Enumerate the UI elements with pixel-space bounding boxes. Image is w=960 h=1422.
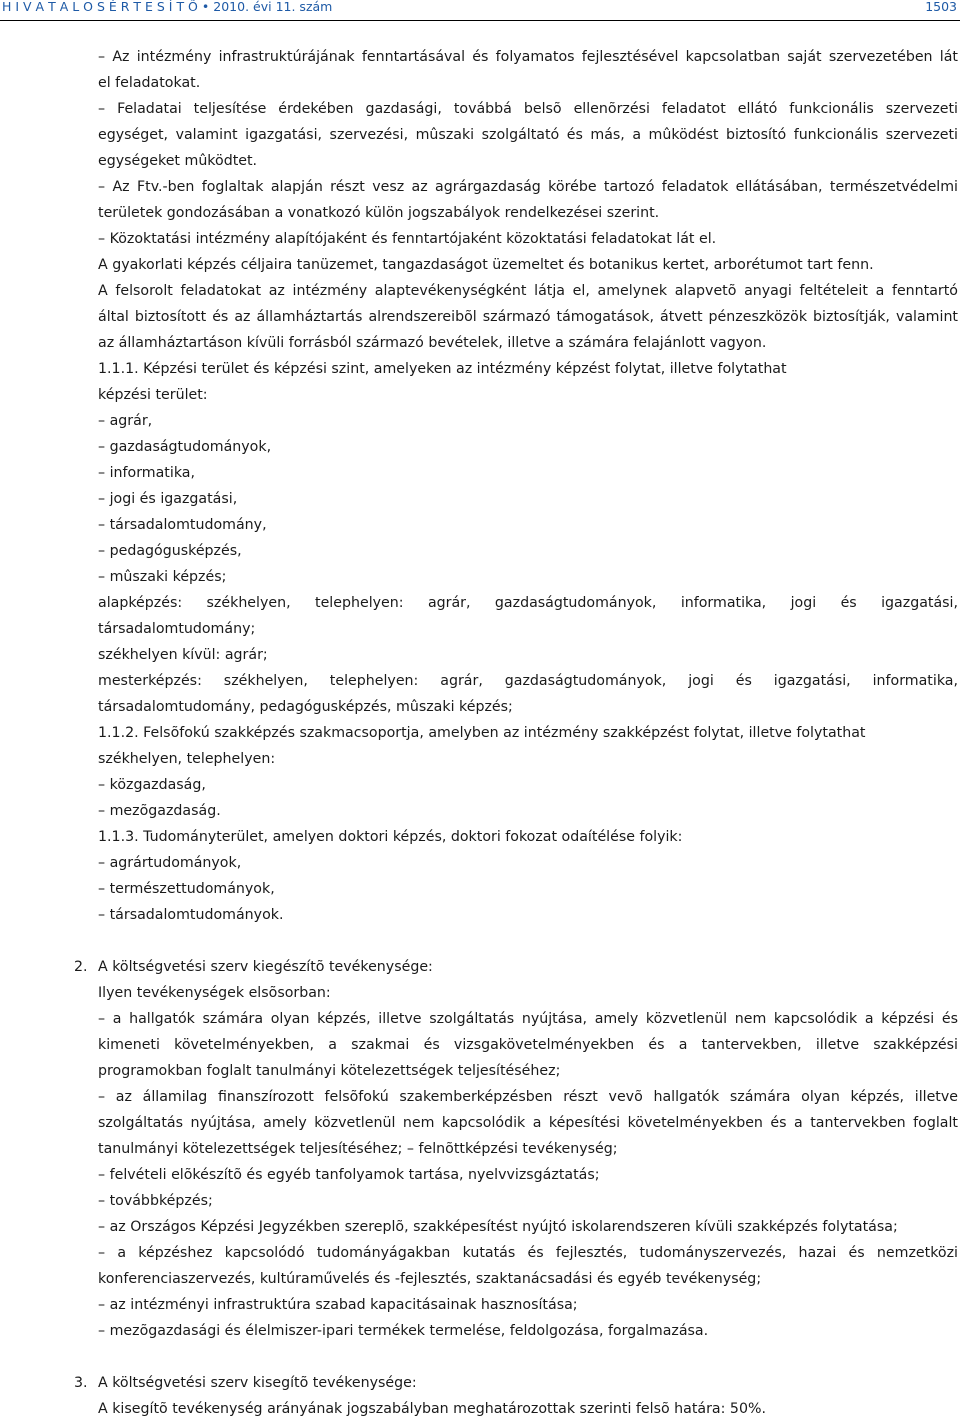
text-line <box>98 330 958 356</box>
line-text: társadalomtudomány, pedagógusképzés, mûszaki képzés; <box>98 699 513 715</box>
line-text: szolgáltatás nyújtása, amely közvetlenül nem kapcsolódik a képesítési követelményekben és a tantervekben foglalt <box>98 1115 958 1131</box>
line-text: – természettudományok, <box>98 881 275 897</box>
header-bullet: • <box>201 0 210 14</box>
section-spacer <box>98 928 958 954</box>
line-text: – Az Ftv.-ben foglaltak alapján részt vesz az agrárgazdaság körébe tartozó feladatok ellátásában, természetvédelmi <box>98 179 958 195</box>
text-line <box>98 486 958 512</box>
line-text: székhelyen, telephelyen: <box>98 751 276 767</box>
text-line <box>98 408 958 434</box>
line-text: – társadalomtudomány, <box>98 517 267 533</box>
line-text: – pedagógusképzés, <box>98 543 242 559</box>
line-text: alapképzés: székhelyen, telephelyen: agrár, gazdaságtudományok, informatika, jogi és igazgatási, <box>98 595 958 611</box>
line-text: – jogi és igazgatási, <box>98 491 238 507</box>
line-text: – közgazdaság, <box>98 777 206 793</box>
line-text: 1.1.2. Felsõfokú szakképzés szakmacsoportja, amelyben az intézmény szakképzést folytat, illetve folytathat <box>98 725 866 741</box>
text-line <box>98 1214 958 1240</box>
line-text: – az intézményi infrastruktúra szabad kapacitásainak hasznosítása; <box>98 1297 578 1313</box>
text-line <box>98 356 958 382</box>
text-line <box>98 1266 958 1292</box>
text-line <box>98 1292 958 1318</box>
document-body <box>74 44 958 1422</box>
text-line <box>98 564 958 590</box>
line-text: A költségvetési szerv kiegészítõ tevékenysége: <box>98 959 433 975</box>
text-line <box>98 122 958 148</box>
text-line <box>98 538 958 564</box>
text-line <box>98 616 958 642</box>
text-line <box>98 512 958 538</box>
text-line <box>98 1240 958 1266</box>
text-line <box>98 278 958 304</box>
line-text: – Az intézmény infrastruktúrájának fenntartásával és folyamatos fejlesztésével kapcsolatban saját szervezetében lát <box>98 49 958 65</box>
line-text: – mezõgazdasági és élelmiszer-ipari termékek termelése, feldolgozása, forgalmazása. <box>98 1323 709 1339</box>
line-text: – gazdaságtudományok, <box>98 439 272 455</box>
section-heading <box>74 954 958 980</box>
text-line <box>98 798 958 824</box>
line-text: – felvételi elõkészítõ és egyéb tanfolyamok tartása, nyelvvizsgáztatás; <box>98 1167 600 1183</box>
text-line <box>98 720 958 746</box>
section-number: 2. <box>74 959 88 975</box>
text-line <box>98 980 958 1006</box>
text-line <box>98 200 958 226</box>
line-text: – az Országos Képzési Jegyzékben szereplõ, szakképesítést nyújtó iskolarendszeren kívüli szakképzés folytatása; <box>98 1219 898 1235</box>
line-text: – agrár, <box>98 413 153 429</box>
line-text: tanulmányi kötelezettségek teljesítéséhez; – felnõttképzési tevékenység; <box>98 1141 618 1157</box>
text-line <box>98 44 958 70</box>
page-header <box>0 0 960 21</box>
text-line <box>98 1058 958 1084</box>
line-text: 1.1.3. Tudományterület, amelyen doktori képzés, doktori fokozat odaítélése folyik: <box>98 829 683 845</box>
line-text: – továbbképzés; <box>98 1193 213 1209</box>
line-text: az államháztartáson kívüli forrásból származó bevételek, illetve a számára felajánlott vagyon. <box>98 335 767 351</box>
line-text: A gyakorlati képzés céljaira tanüzemet, tangazdaságot üzemeltet és botanikus kertet, arborétumot tart fenn. <box>98 257 874 273</box>
text-line <box>98 70 958 96</box>
line-text: – Feladatai teljesítése érdekében gazdasági, továbbá belsõ ellenõrzési feladatot ellátó funkcionális szervezeti <box>98 101 958 117</box>
line-text: székhelyen kívül: agrár; <box>98 647 268 663</box>
line-text: A felsorolt feladatokat az intézmény alaptevékenységként látja el, amelynek alapvetõ anyagi feltételeit a fenntartó <box>98 283 958 299</box>
line-text: – Közoktatási intézmény alapítójaként és fenntartójaként közoktatási feladatokat lát el. <box>98 231 717 247</box>
text-line <box>98 876 958 902</box>
text-line <box>98 694 958 720</box>
line-text: el feladatokat. <box>98 75 201 91</box>
text-line <box>98 590 958 616</box>
line-text: kimeneti követelményekben, a szakmai és vizsgakövetelményekben és a tantervekben, illetve szakképzési <box>98 1037 958 1053</box>
text-line <box>98 642 958 668</box>
text-line <box>98 902 958 928</box>
text-line <box>98 668 958 694</box>
line-text: konferenciaszervezés, kultúraművelés és -fejlesztés, szaktanácsadási és egyéb tevékenység; <box>98 1271 762 1287</box>
text-line <box>98 1188 958 1214</box>
line-text: – a hallgatók számára olyan képzés, illetve szolgáltatás nyújtása, amely közvetlenül nem kapcsolódik a képzési és <box>98 1011 958 1027</box>
page-number: 1503 <box>925 0 957 14</box>
line-text: A kisegítõ tevékenység arányának jogszabályban meghatározottak szerinti felsõ határa: 50%. <box>98 1401 766 1417</box>
issue-date: 2010. évi 11. szám <box>213 0 333 14</box>
text-line <box>98 304 958 330</box>
text-line <box>98 1032 958 1058</box>
text-line <box>98 850 958 876</box>
section-heading <box>74 1370 958 1396</box>
text-line <box>98 174 958 200</box>
line-text: programokban foglalt tanulmányi kötelezettségek teljesítéséhez; <box>98 1063 561 1079</box>
text-line <box>98 1162 958 1188</box>
line-text: – informatika, <box>98 465 195 481</box>
line-text: – az államilag finanszírozott felsõfokú szakemberképzésben részt vevõ hallgatók számára olyan képzés, illetve <box>98 1089 958 1105</box>
line-text: egységet, valamint igazgatási, szervezési, mûszaki szolgáltató és más, a mûködést biztosító funkcionális szervezeti <box>98 127 958 143</box>
section-number: 3. <box>74 1375 88 1391</box>
journal-title: H I V A T A L O S É R T E S Í T Õ <box>2 0 198 14</box>
line-text: 1.1.1. Képzési terület és képzési szint, amelyeken az intézmény képzést folytat, illetve folytathat <box>98 361 787 377</box>
line-text: – agrártudományok, <box>98 855 242 871</box>
line-text: képzési terület: <box>98 387 208 403</box>
text-line <box>98 382 958 408</box>
line-text: – társadalomtudományok. <box>98 907 284 923</box>
text-line <box>98 746 958 772</box>
text-line <box>98 1084 958 1110</box>
line-text: Ilyen tevékenységek elsõsorban: <box>98 985 331 1001</box>
line-text: egységeket mûködtet. <box>98 153 258 169</box>
line-text: területek gondozásában a vonatkozó külön jogszabályok rendelkezései szerint. <box>98 205 660 221</box>
line-text: – mûszaki képzés; <box>98 569 227 585</box>
text-line <box>98 772 958 798</box>
text-line <box>98 226 958 252</box>
line-text: A költségvetési szerv kisegítõ tevékenysége: <box>98 1375 417 1391</box>
text-line <box>98 824 958 850</box>
text-line <box>98 252 958 278</box>
text-line <box>98 434 958 460</box>
line-text: – mezõgazdaság. <box>98 803 221 819</box>
section-spacer <box>98 1344 958 1370</box>
line-text: által biztosított és az államháztartás alrendszereibõl származó támogatások, átvett pénzeszközök biztosítják, valamint <box>98 309 958 325</box>
text-line <box>98 1396 958 1422</box>
text-line <box>98 1006 958 1032</box>
text-line <box>98 1136 958 1162</box>
text-line <box>98 1318 958 1344</box>
line-text: – a képzéshez kapcsolódó tudományágakban kutatás és fejlesztés, tudományszervezés, hazai és nemzetközi <box>98 1245 958 1261</box>
text-line <box>98 1110 958 1136</box>
header-left <box>2 0 332 14</box>
text-line <box>98 460 958 486</box>
text-line <box>98 148 958 174</box>
line-text: társadalomtudomány; <box>98 621 256 637</box>
text-line <box>98 96 958 122</box>
line-text: mesterképzés: székhelyen, telephelyen: agrár, gazdaságtudományok, jogi és igazgatási, informatika, <box>98 673 958 689</box>
